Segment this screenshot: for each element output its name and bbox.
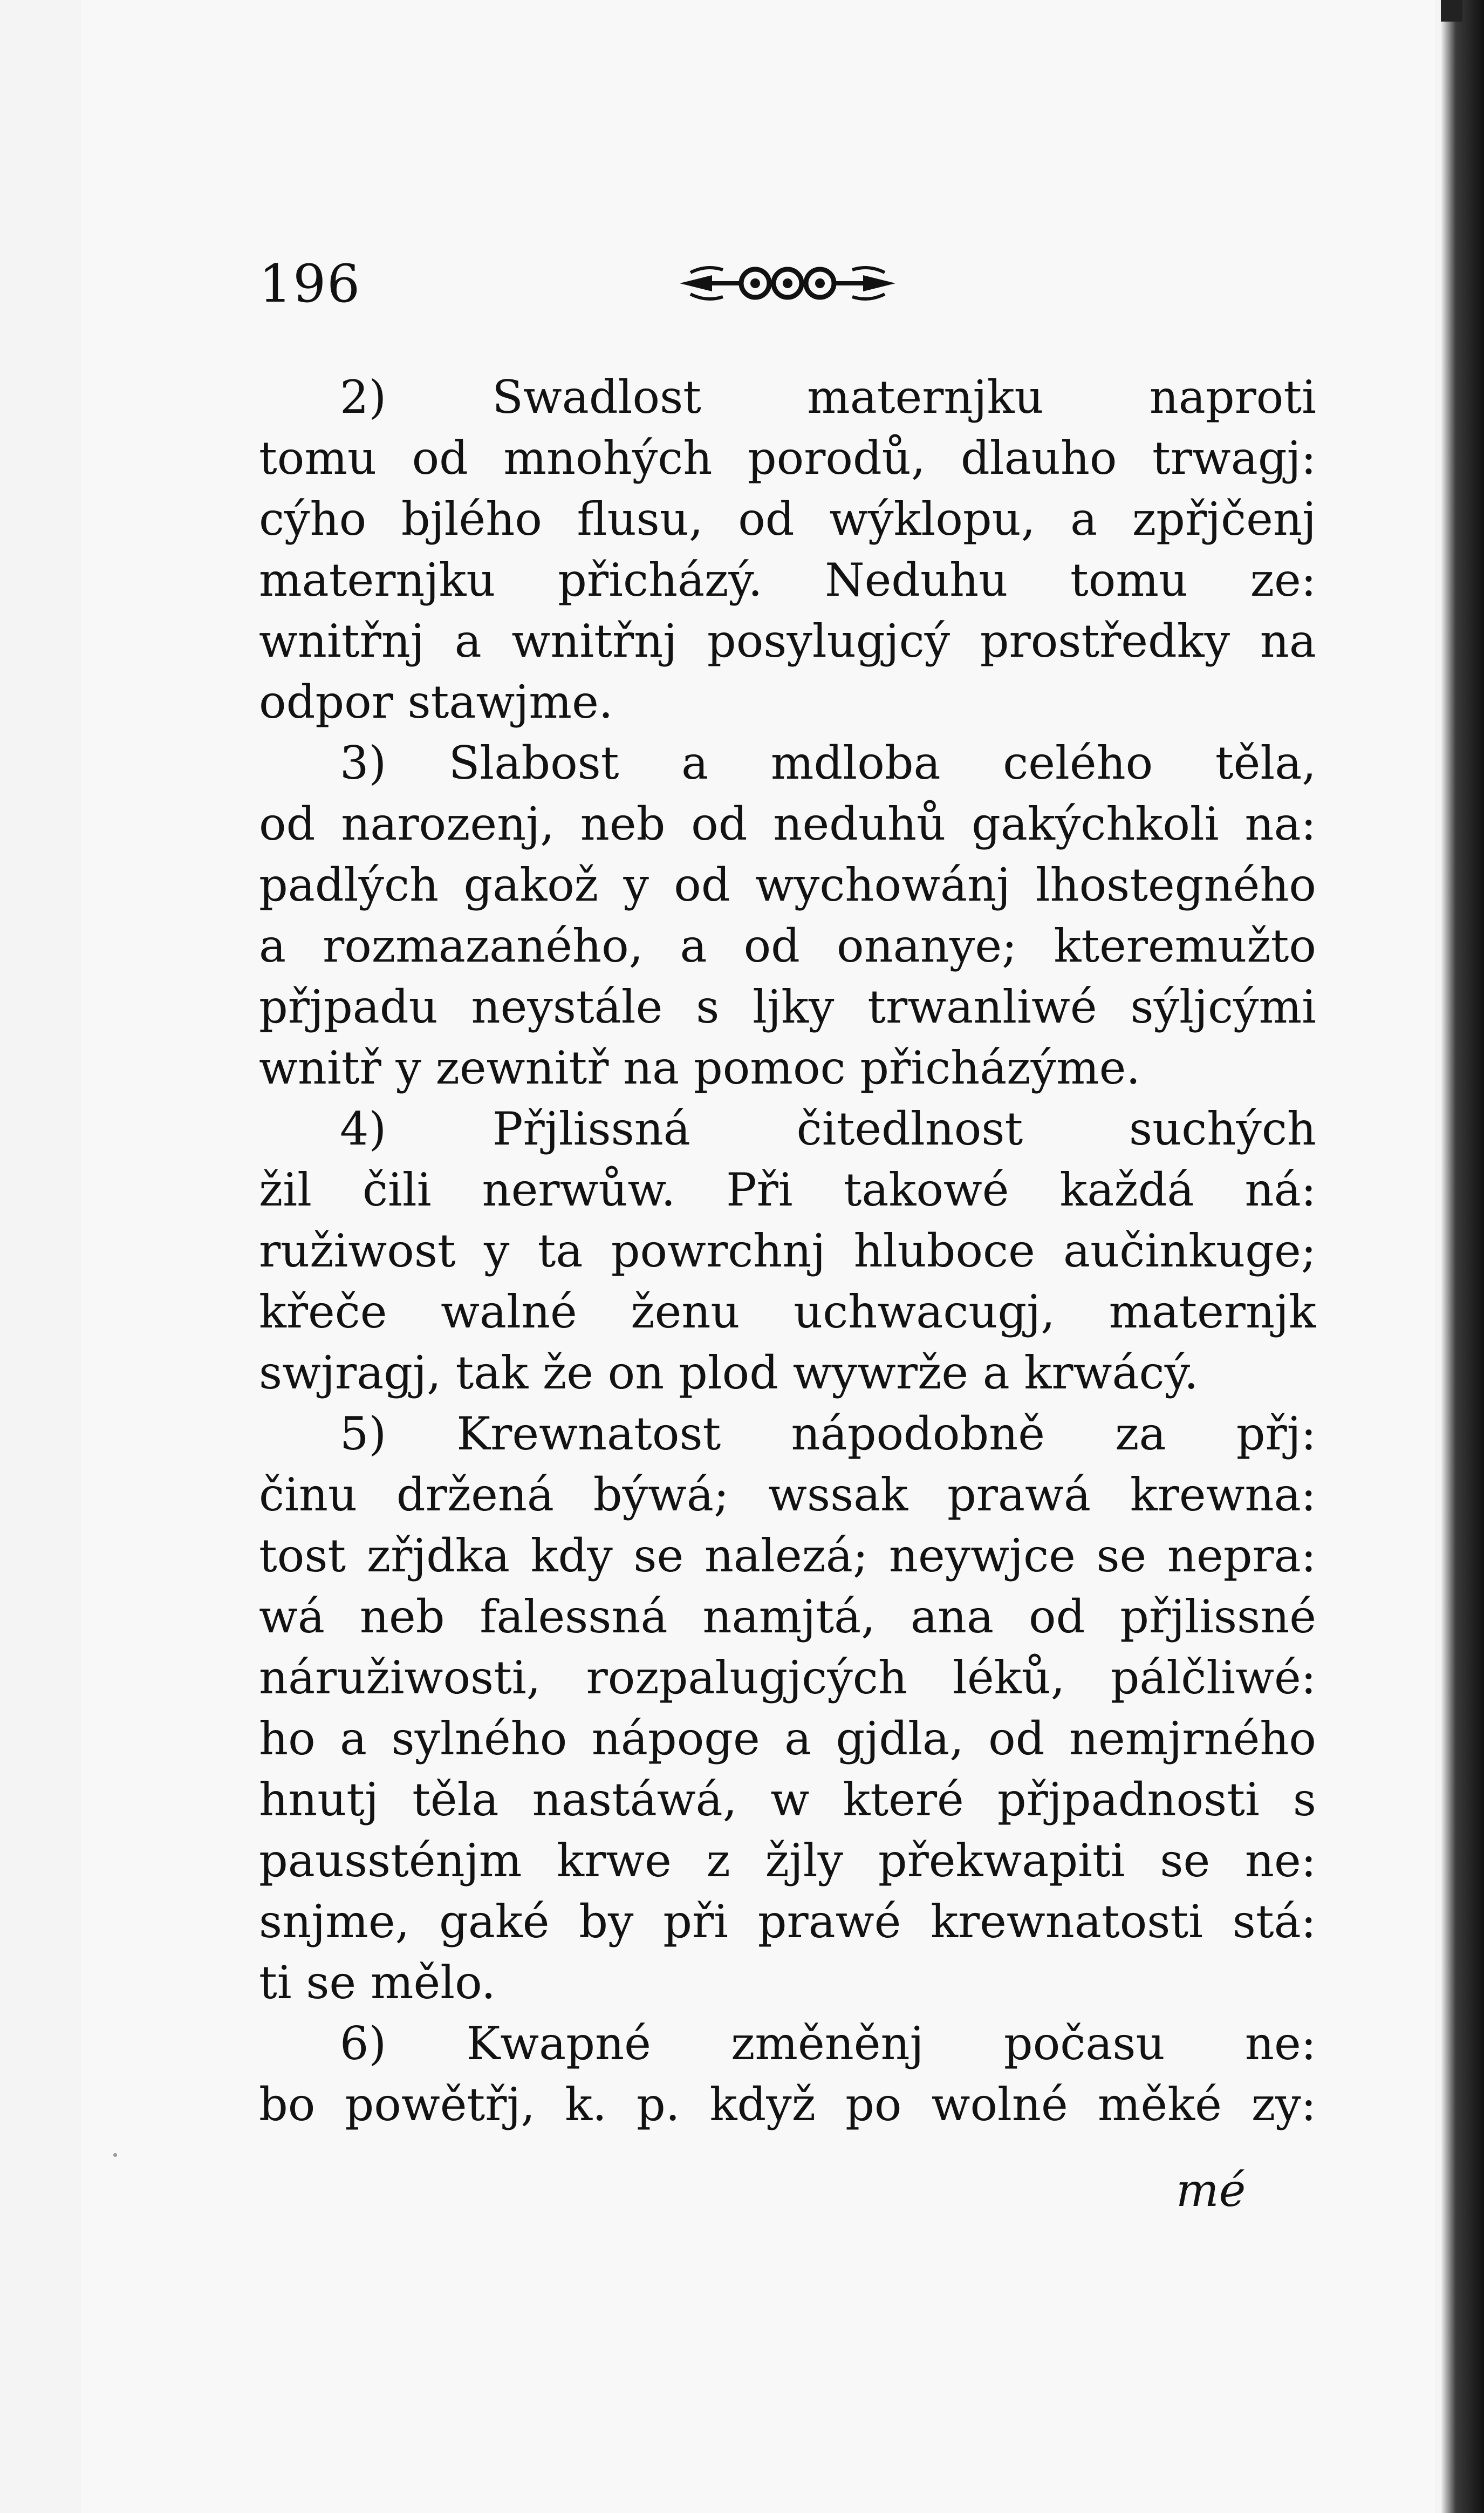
catchword: mé [1176, 2164, 1246, 2217]
text-line: 6) Kwapné změněnj počasu ne: [340, 2017, 1316, 2070]
text-line: padlých gakož y od wychowánj lhostegného [259, 859, 1316, 911]
text-line: náružiwosti, rozpalugjcých léků, pálčliwé: [259, 1651, 1316, 1704]
page-header [259, 248, 1241, 324]
page-number: 196 [259, 254, 361, 314]
printers-ornament-icon [674, 259, 901, 308]
text-line: ružiwost y ta powrchnj hluboce aučinkuge; [259, 1224, 1316, 1277]
text-line: paussténjm krwe z žjly překwapiti se ne: [259, 1834, 1316, 1887]
body-text [259, 367, 1316, 2135]
text-line: ti se mělo. [259, 1956, 496, 2009]
text-line: snjme, gaké by při prawé krewnatosti stá: [259, 1895, 1316, 1948]
text-line: přjpadu neystále s ljky trwanliwé sýljcými [259, 980, 1316, 1033]
text-line: tomu od mnohých porodů, dlauho trwagj: [259, 432, 1316, 485]
text-line: wnitřnj a wnitřnj posylugjcý prostředky na [259, 615, 1316, 668]
text-line: 3) Slabost a mdloba celého těla, [340, 737, 1316, 789]
text-line: bo powětřj, k. p. když po wolné měké zy: [259, 2078, 1316, 2131]
text-line: cýho bjlého flusu, od wýklopu, a zpřjčenj [259, 493, 1316, 546]
text-line: křeče walné ženu uchwacugj, maternjk [259, 1285, 1316, 1338]
text-line: hnutj těla nastáwá, w které přjpadnosti s [259, 1773, 1316, 1826]
text-line: od narozenj, neb od neduhů gakýchkoli na: [259, 798, 1316, 850]
text-line: swjragj, tak že on plod wywrže a krwácý. [259, 1346, 1199, 1399]
text-line: 4) Přjlissná čitedlnost suchých [340, 1102, 1316, 1155]
text-line: ho a sylného nápoge a gjdla, od nemjrného [259, 1712, 1316, 1765]
binding-gutter-shadow [1441, 0, 1484, 2513]
text-line: maternjku přicházý. Neduhu tomu ze: [259, 554, 1316, 607]
text-line: tost zřjdka kdy se nalezá; neywjce se nepra: [259, 1529, 1316, 1582]
text-line: wnitř y zewnitř na pomoc přicházýme. [259, 1041, 1141, 1094]
paper-speck [113, 2153, 117, 2157]
text-line: žil čili nerwůw. Při takowé každá ná: [259, 1163, 1316, 1216]
text-line: 5) Krewnatost nápodobně za přj: [340, 1407, 1316, 1460]
text-line: a rozmazaného, a od onanye; kteremužto [259, 920, 1316, 972]
text-line: odpor stawjme. [259, 676, 613, 728]
text-line: wá neb falessná namjtá, ana od přjlissné [259, 1590, 1316, 1643]
binding-gutter-corner [1441, 0, 1462, 22]
text-line: činu držená býwá; wssak prawá krewna: [259, 1468, 1316, 1521]
text-line: 2) Swadlost maternjku naproti [340, 371, 1316, 424]
